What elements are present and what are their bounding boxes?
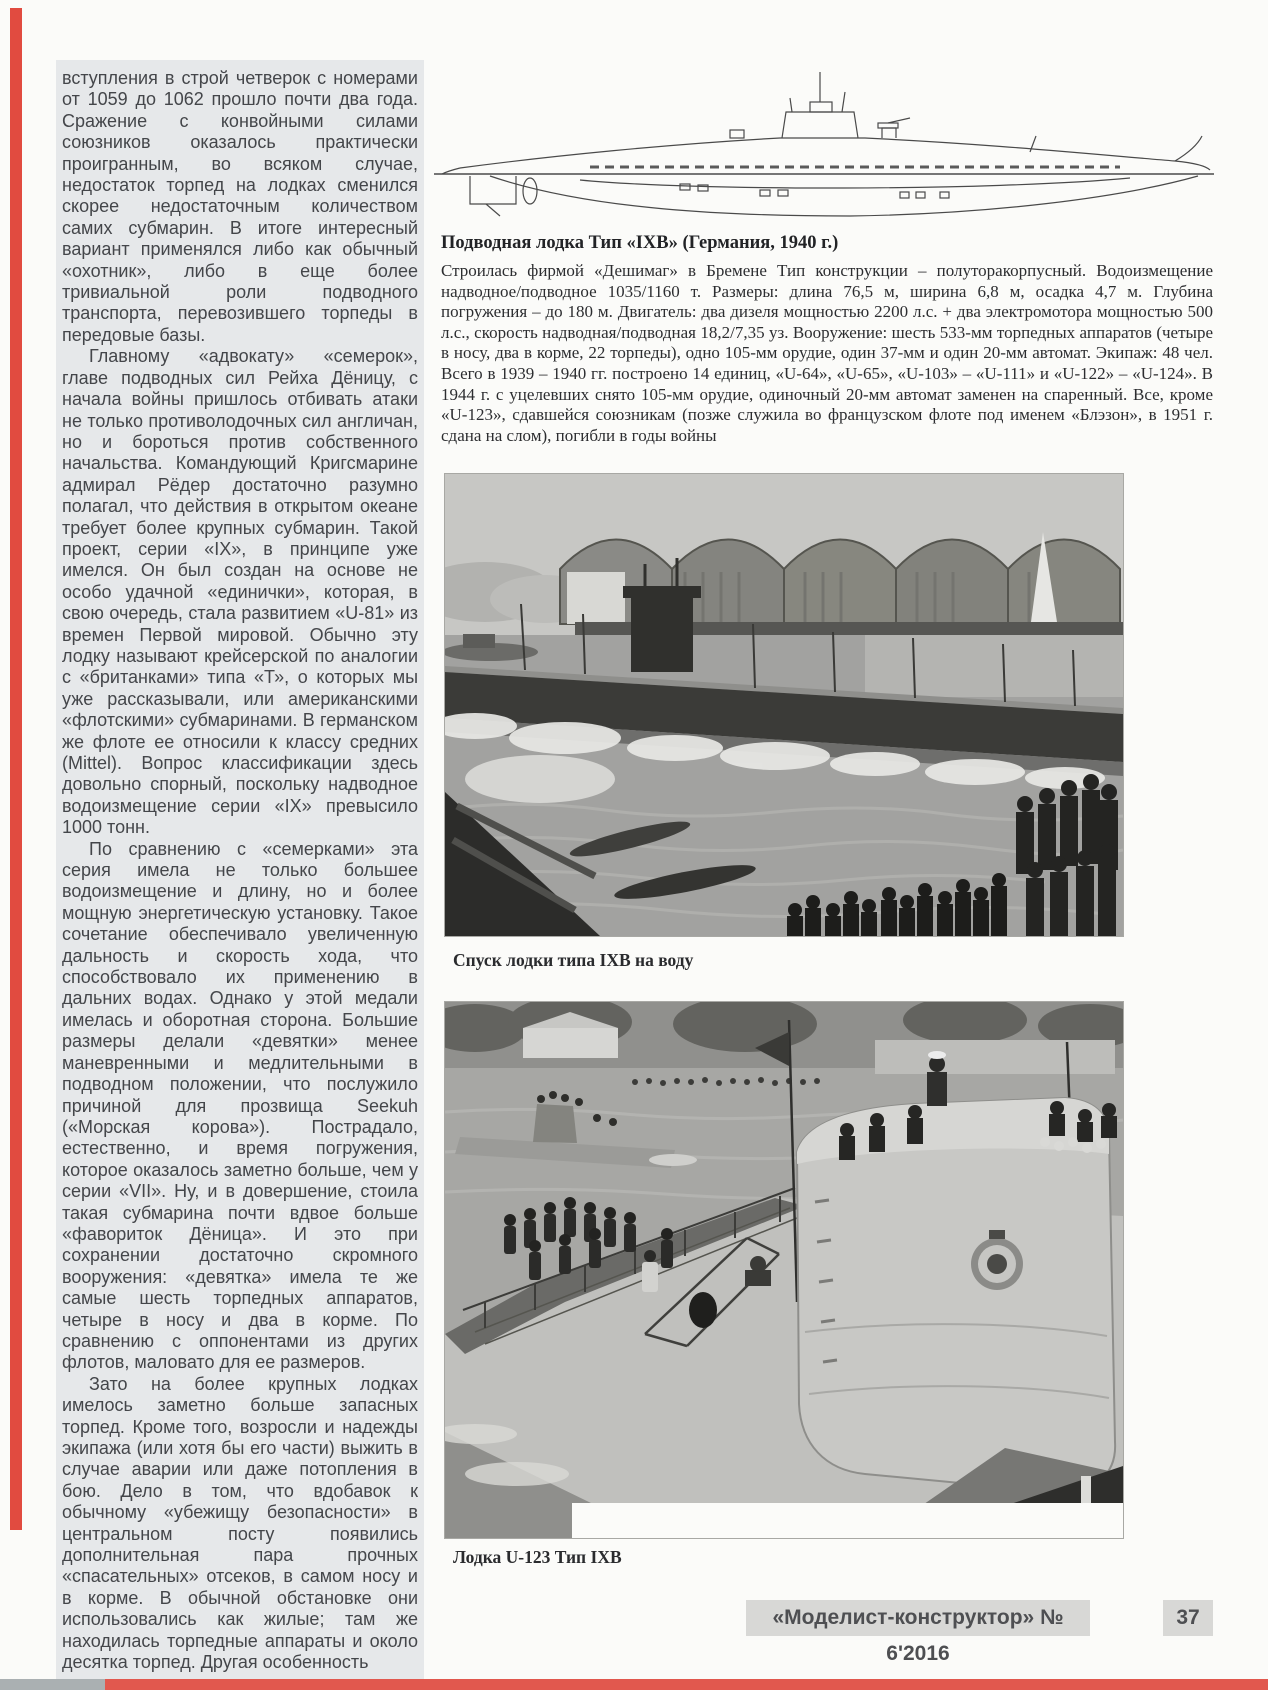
photo2-caption: Лодка U-123 Тип IXB [453, 1547, 622, 1567]
photo2-margin-notch [572, 1503, 1123, 1538]
footer-page-number: 37 [1163, 1600, 1213, 1636]
photo1-caption: Спуск лодки типа IXB на воду [453, 950, 694, 970]
launch-photo-image [445, 474, 1123, 936]
u123-photo [445, 1002, 1123, 1538]
bottom-accent-bar [0, 1679, 1268, 1690]
body-paragraph-4: Зато на более крупных лодках имелось заметно больше запасных торпед. Кроме того, возросли и надежды экипажа (или хотя бы его части) выжить в случае аварии или даже потопления в бою. Дело в том, что вдобавок к обычному «убежищу безопасности» в центральном посту появились дополнительная пара прочных «спасательных» отсеков, в самом носу и в корме. В обычной обстановке они использовались как жилые; там же находилась торпедные аппараты и около десятка торпед. Другая особенность [62, 1373, 418, 1673]
footer-journal: «Моделист-конструктор» № 6'2016 [746, 1600, 1090, 1636]
left-text-column [56, 60, 424, 1685]
launch-photo [445, 474, 1123, 936]
body-paragraph-3: По сравнению с «семерками» эта серия имела не только большее водоизмещение и длину, но и более мощную энергетическую установку. Такое сочетание обеспечивало увеличенную дальность и скорость хода, что способствовало их применению в дальних водах. Однако у этой медали имелась и оборотная сторона. Большие размеры делали «девятки» менее маневренными и медлительными в подводном положении, что послужило причиной для прозвища Seekuh («Морская корова»). Пострадало, естественно, и время погружения, которое оказалось заметно больше, чем у серии «VII». Ну, и в довершение, стоила такая субмарина почти вдвое больше «фавориток Дёница». И это при сохранении достаточно скромного вооружения: «девятка» имела те же самые шесть торпедных аппаратов, четыре в носу и два в корме. По сравнению с оппонентами из других флотов, маловато для ее размеров. [62, 838, 418, 1373]
submarine-profile-sketch [430, 64, 1218, 228]
body-paragraph-2: Главному «адвокату» «семерок», главе подводных сил Рейха Дёницу, с начала войны пришлось отбивать атаки не только противолодочных сил англичан, но и бороться против собственного начальства. Командующий Кригсмарине адмирал Рёдер достаточно разумно полагал, что действия в открытом океане требует более крупных субмарин. Такой проект, серии «IX», в принципе уже имелся. Он был создан на основе не особо удачной «единички», которая, в свою очередь, стала развитием «U-81» из времен Первой мировой. Обычно эту лодку называют крейсерской по аналогии с «британками» типа «Т», о которых мы уже рассказывали, или американскими «флотскими» субмаринами. В германском же флоте ее относили к классу средних (Mittel). Вопрос классификации здесь довольно спорный, поскольку надводное водоизмещение серии «IX» превысило 1000 тонн. [62, 346, 418, 838]
left-accent-bar [10, 8, 22, 1530]
spec-heading: Подводная лодка Тип «IXB» (Германия, 1940 г.) [441, 233, 839, 253]
u123-photo-image [445, 1002, 1123, 1538]
body-paragraph-1: вступления в строй четверок с номерами от 1059 до 1062 прошло почти два года. Сражение с конвойными силами союзников оказалось практически проигранным, во всяком случае, недостаток торпед на лодках сменился скорее недостаточным количеством самих субмарин. В итоге интересный вариант применялся либо как обычный «охотник», либо в еще более тривиальной роли подводного транспорта, перевозившего торпеды в передовые базы. [62, 68, 418, 345]
spec-text: Строилась фирмой «Дешимаг» в Бремене Тип конструкции – полуторакорпусный. Водоизмещение надводное/подводное 1035/1160 т. Размеры: длина 76,5 м, ширина 6,8 м, осадка 4,7 м. Глубина погружения – до 180 м. Двигатель: два дизеля мощностью 2200 л.с. + два электромотора мощностью 500 л.с., скорость надводная/подводная 18,2/7,35 уз. Вооружение: шесть 533-мм торпедных аппаратов (четыре в носу, два в корме, 22 торпеды), одно 105-мм орудие, один 37-мм и один 20-мм автомат. Экипаж: 48 чел. Всего в 1939 – 1940 гг. построено 14 единиц, «U-64», «U-65», «U-103» – «U-111» и «U-122» – «U-124». В 1944 г. с уцелевших снято 105-мм орудие, одиночный 20-мм автомат заменен на спаренный. Все, кроме «U-123», сдавшейся союзникам (позже служила во французском флоте под именем «Блэзон», в 1951 г. сдана на слом), погибли в годы войны [441, 261, 1213, 445]
bottom-bar-gray-segment [0, 1679, 105, 1690]
submarine-line-drawing [430, 64, 1218, 228]
